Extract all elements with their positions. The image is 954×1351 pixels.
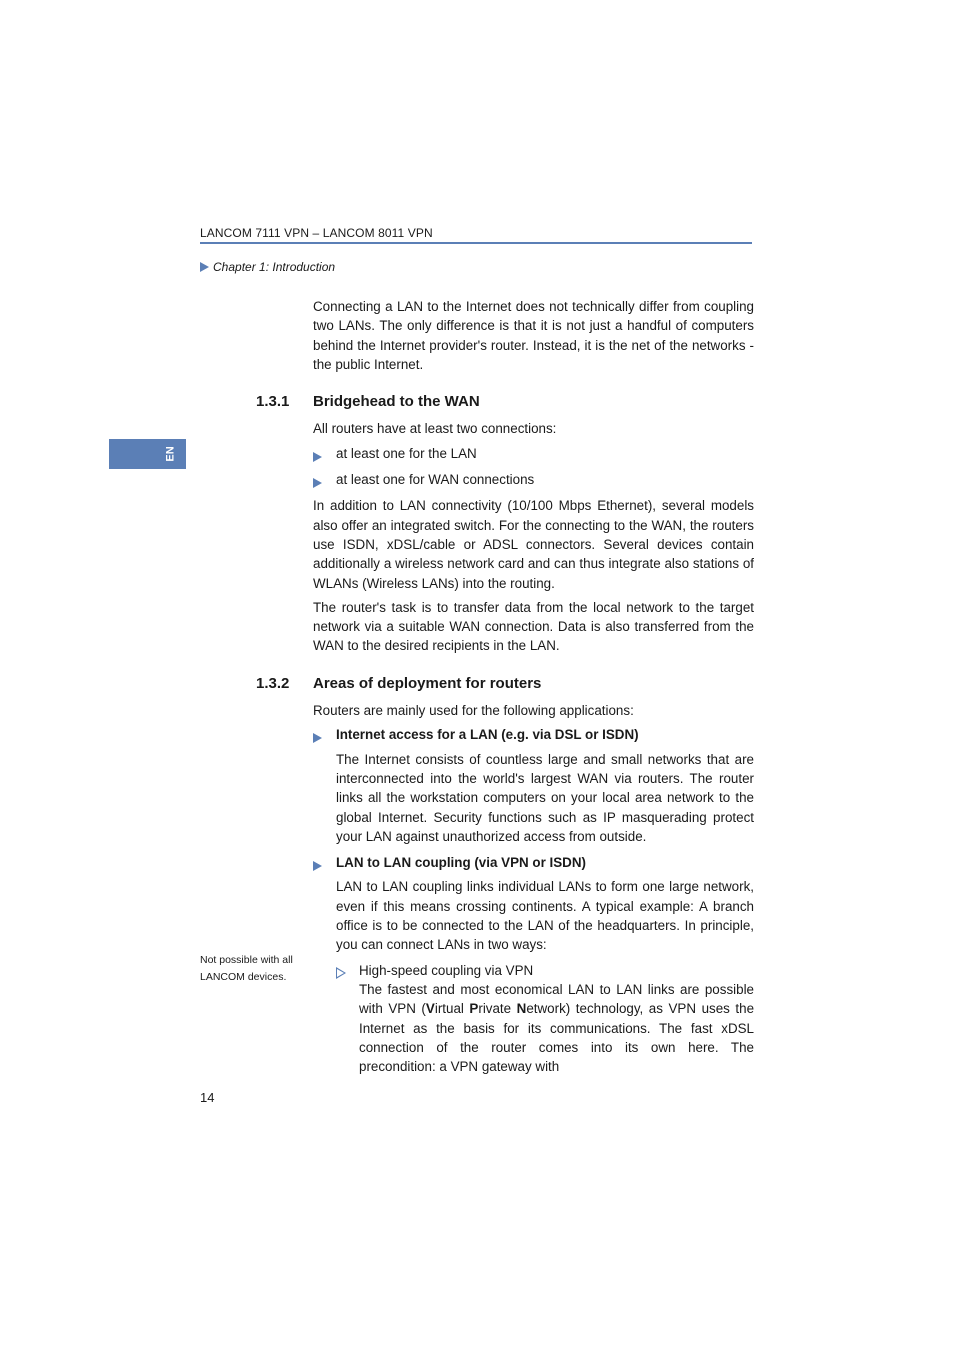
section-title: Bridgehead to the WAN	[313, 393, 480, 411]
sub-list-item-title: High-speed coupling via VPN	[359, 962, 534, 978]
list-item-text: at least one for the LAN	[336, 445, 477, 461]
sub-list-item	[336, 961, 754, 1082]
section-heading-1-3-1	[256, 392, 754, 411]
list-item	[313, 470, 754, 493]
language-tab	[109, 439, 186, 469]
triangle-right-icon	[313, 733, 322, 743]
section2-lead: Routers are mainly used for the following applications:	[313, 703, 634, 719]
running-header: LANCOM 7111 VPN – LANCOM 8011 VPN	[200, 226, 433, 240]
section1-paragraph-1: In addition to LAN connectivity (10/100 Mbps Ethernet), several models also offer an integrated switch. For the connecting to the WAN, the routers use ISDN, xDSL/cable or ADSL connectors. Several devices contain additionally a wireless network card and can thus integrate also stations of WLANs (Wireless LANs) into the routing.	[313, 498, 754, 591]
triangle-outline-icon	[336, 967, 346, 979]
section1-paragraph-2: The router's task is to transfer data from the local network to the target network via a suitable WAN connection. Data is also transferred from the WAN to the desired recipients in the LAN.	[313, 599, 754, 654]
section-number: 1.3.1	[256, 393, 290, 411]
list-item-title: LAN to LAN coupling (via VPN or ISDN)	[336, 855, 586, 871]
section-heading-1-3-2	[256, 674, 754, 693]
list-item-title: Internet access for a LAN (e.g. via DSL or ISDN)	[336, 727, 639, 743]
margin-note: Not possible with all LANCOM devices.	[200, 954, 293, 983]
triangle-right-icon	[313, 861, 322, 871]
list-item	[313, 853, 754, 876]
main-content	[256, 297, 755, 1081]
list-item	[313, 444, 754, 467]
breadcrumb	[200, 260, 335, 274]
section-title: Areas of deployment for routers	[313, 674, 542, 692]
list-item-description: LAN to LAN coupling links individual LANs to form one large network, even if this means crossing continents. A typical example: A branch office is to be connected to the LAN of the headquarters. In principle, you can connect LANs in two ways:	[336, 879, 754, 953]
section1-lead: All routers have at least two connections:	[313, 421, 557, 437]
header-rule	[200, 242, 752, 244]
list-item	[313, 725, 754, 748]
triangle-right-icon	[200, 262, 209, 272]
page-number: 14	[200, 1090, 215, 1105]
section-number: 1.3.2	[256, 674, 290, 692]
list-item-text: at least one for WAN connections	[336, 472, 535, 488]
sub-list-item-description: The fastest and most economical LAN to LAN links are possible with VPN (Virtual Private Network) technology, as VPN uses the Internet as the basis for its communications. The fast xDSL connection of the router comes into its own here. The precondition: a VPN gateway with	[359, 981, 755, 1075]
intro-paragraph: Connecting a LAN to the Internet does not technically differ from coupling two LANs. The only difference is that it is not just a handful of computers behind the Internet provider's router. Instead, it is the net of the networks - the public Internet.	[313, 299, 754, 372]
language-tab-label: EN	[164, 446, 177, 462]
list-item-description: The Internet consists of countless large and small networks that are interconnected into the world's largest WAN via routers. The router links all the workstation computers on your local area network to the global Internet. Security functions such as IP masquerading protect your LAN against unauthorized access from outside.	[336, 751, 754, 844]
breadcrumb-label: Chapter 1: Introduction	[213, 260, 336, 274]
triangle-right-icon	[313, 478, 322, 488]
triangle-right-icon	[313, 452, 322, 462]
